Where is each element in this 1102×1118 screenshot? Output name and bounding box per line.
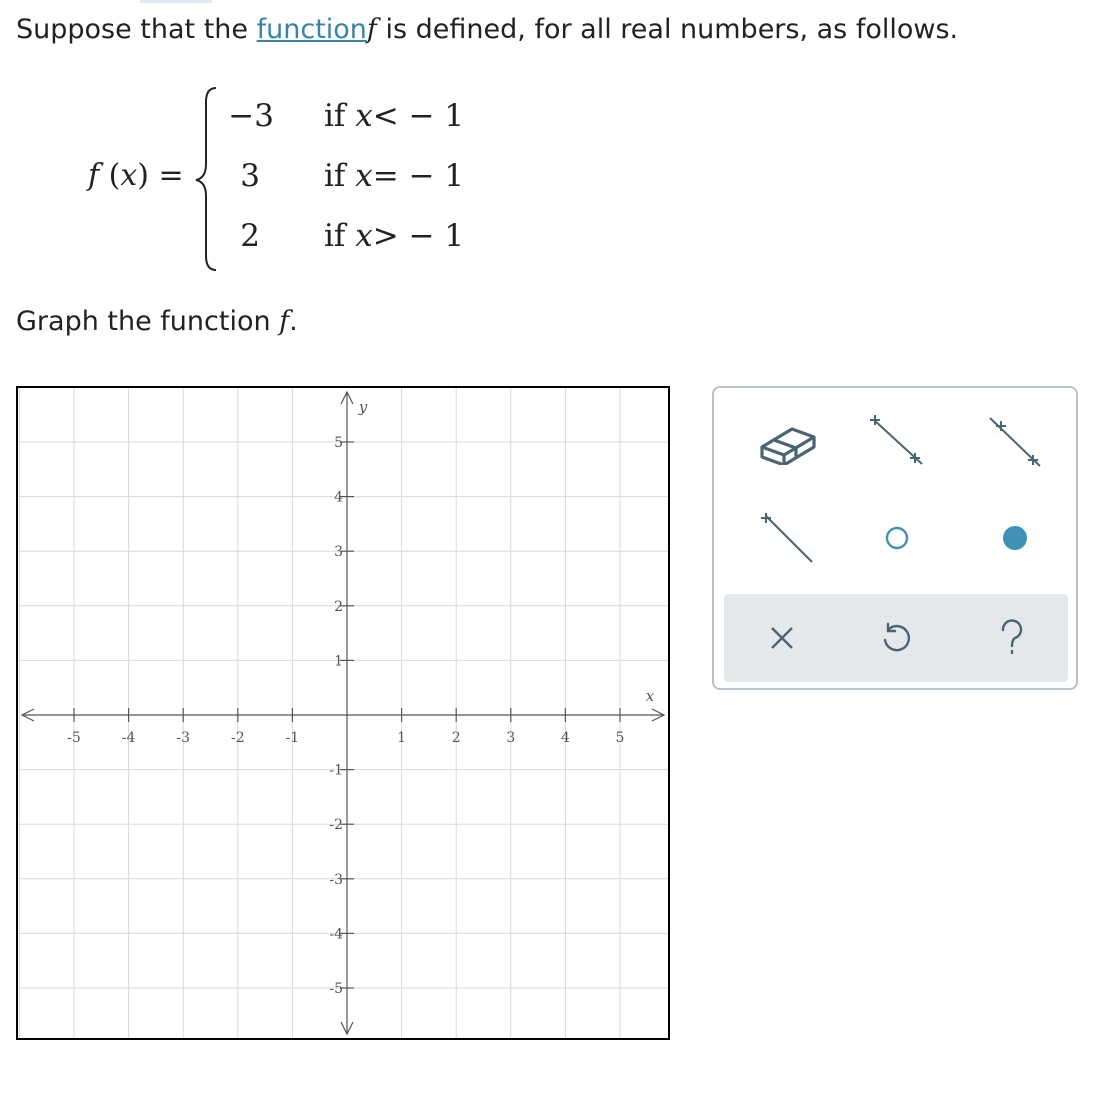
undo-icon[interactable] — [866, 608, 926, 668]
instruction: Graph the function f. — [16, 306, 298, 337]
y-tick-label: -5 — [329, 981, 343, 997]
x-tick-label: -4 — [121, 730, 136, 746]
case-condition: if x> − 1 — [324, 218, 465, 254]
graph-canvas[interactable] — [16, 386, 670, 1040]
ray-icon[interactable] — [752, 508, 822, 568]
x-tick-label: 5 — [615, 730, 625, 746]
segment-icon[interactable] — [862, 412, 932, 472]
y-tick-label: 4 — [334, 489, 343, 506]
line-icon[interactable] — [980, 412, 1050, 472]
prompt-text-after: is defined, for all real numbers, as follows. — [376, 14, 959, 45]
y-tick-label: 2 — [334, 598, 343, 615]
piecewise-lhs: f (x) = — [88, 158, 184, 193]
x-tick-label: 1 — [397, 730, 407, 746]
y-tick-label: -3 — [329, 871, 343, 888]
case-condition: if x< − 1 — [324, 98, 465, 134]
x-tick-label: 2 — [451, 730, 461, 746]
x-axis-label: x — [645, 687, 655, 705]
eraser-icon[interactable] — [752, 412, 822, 472]
piecewise-definition — [0, 80, 520, 280]
prompt-text-before: Suppose that the — [16, 14, 257, 45]
closed-point-icon[interactable] — [980, 508, 1050, 568]
x-tick-label: 4 — [560, 730, 570, 746]
clear-icon[interactable] — [752, 608, 812, 668]
x-tick-label: -1 — [285, 730, 300, 746]
x-tick-label: 3 — [506, 730, 516, 746]
y-axis-label: y — [358, 398, 368, 416]
y-tick-label: 1 — [334, 653, 343, 670]
x-tick-label: -2 — [230, 730, 245, 746]
graph-toolbox — [712, 386, 1078, 690]
function-link[interactable]: function — [256, 14, 367, 45]
y-tick-label: 5 — [334, 435, 343, 451]
case-value: −3 — [228, 98, 274, 134]
x-tick-label: -3 — [176, 730, 191, 746]
open-point-icon[interactable] — [862, 508, 932, 568]
y-tick-label: -2 — [329, 817, 343, 834]
action-bar — [724, 594, 1068, 682]
case-condition: if x= − 1 — [324, 158, 465, 194]
case-value: 3 — [240, 158, 260, 194]
help-icon[interactable] — [982, 608, 1042, 668]
coordinate-plane[interactable] — [18, 388, 668, 1038]
y-tick-label: 3 — [334, 544, 343, 561]
y-tick-label: -1 — [329, 762, 343, 779]
y-tick-label: -4 — [329, 926, 343, 943]
case-value: 2 — [240, 218, 260, 254]
top-accent-bar — [140, 0, 212, 3]
prompt-function-name: f — [366, 14, 377, 45]
x-tick-label: -5 — [67, 730, 81, 746]
problem-statement — [16, 14, 958, 45]
